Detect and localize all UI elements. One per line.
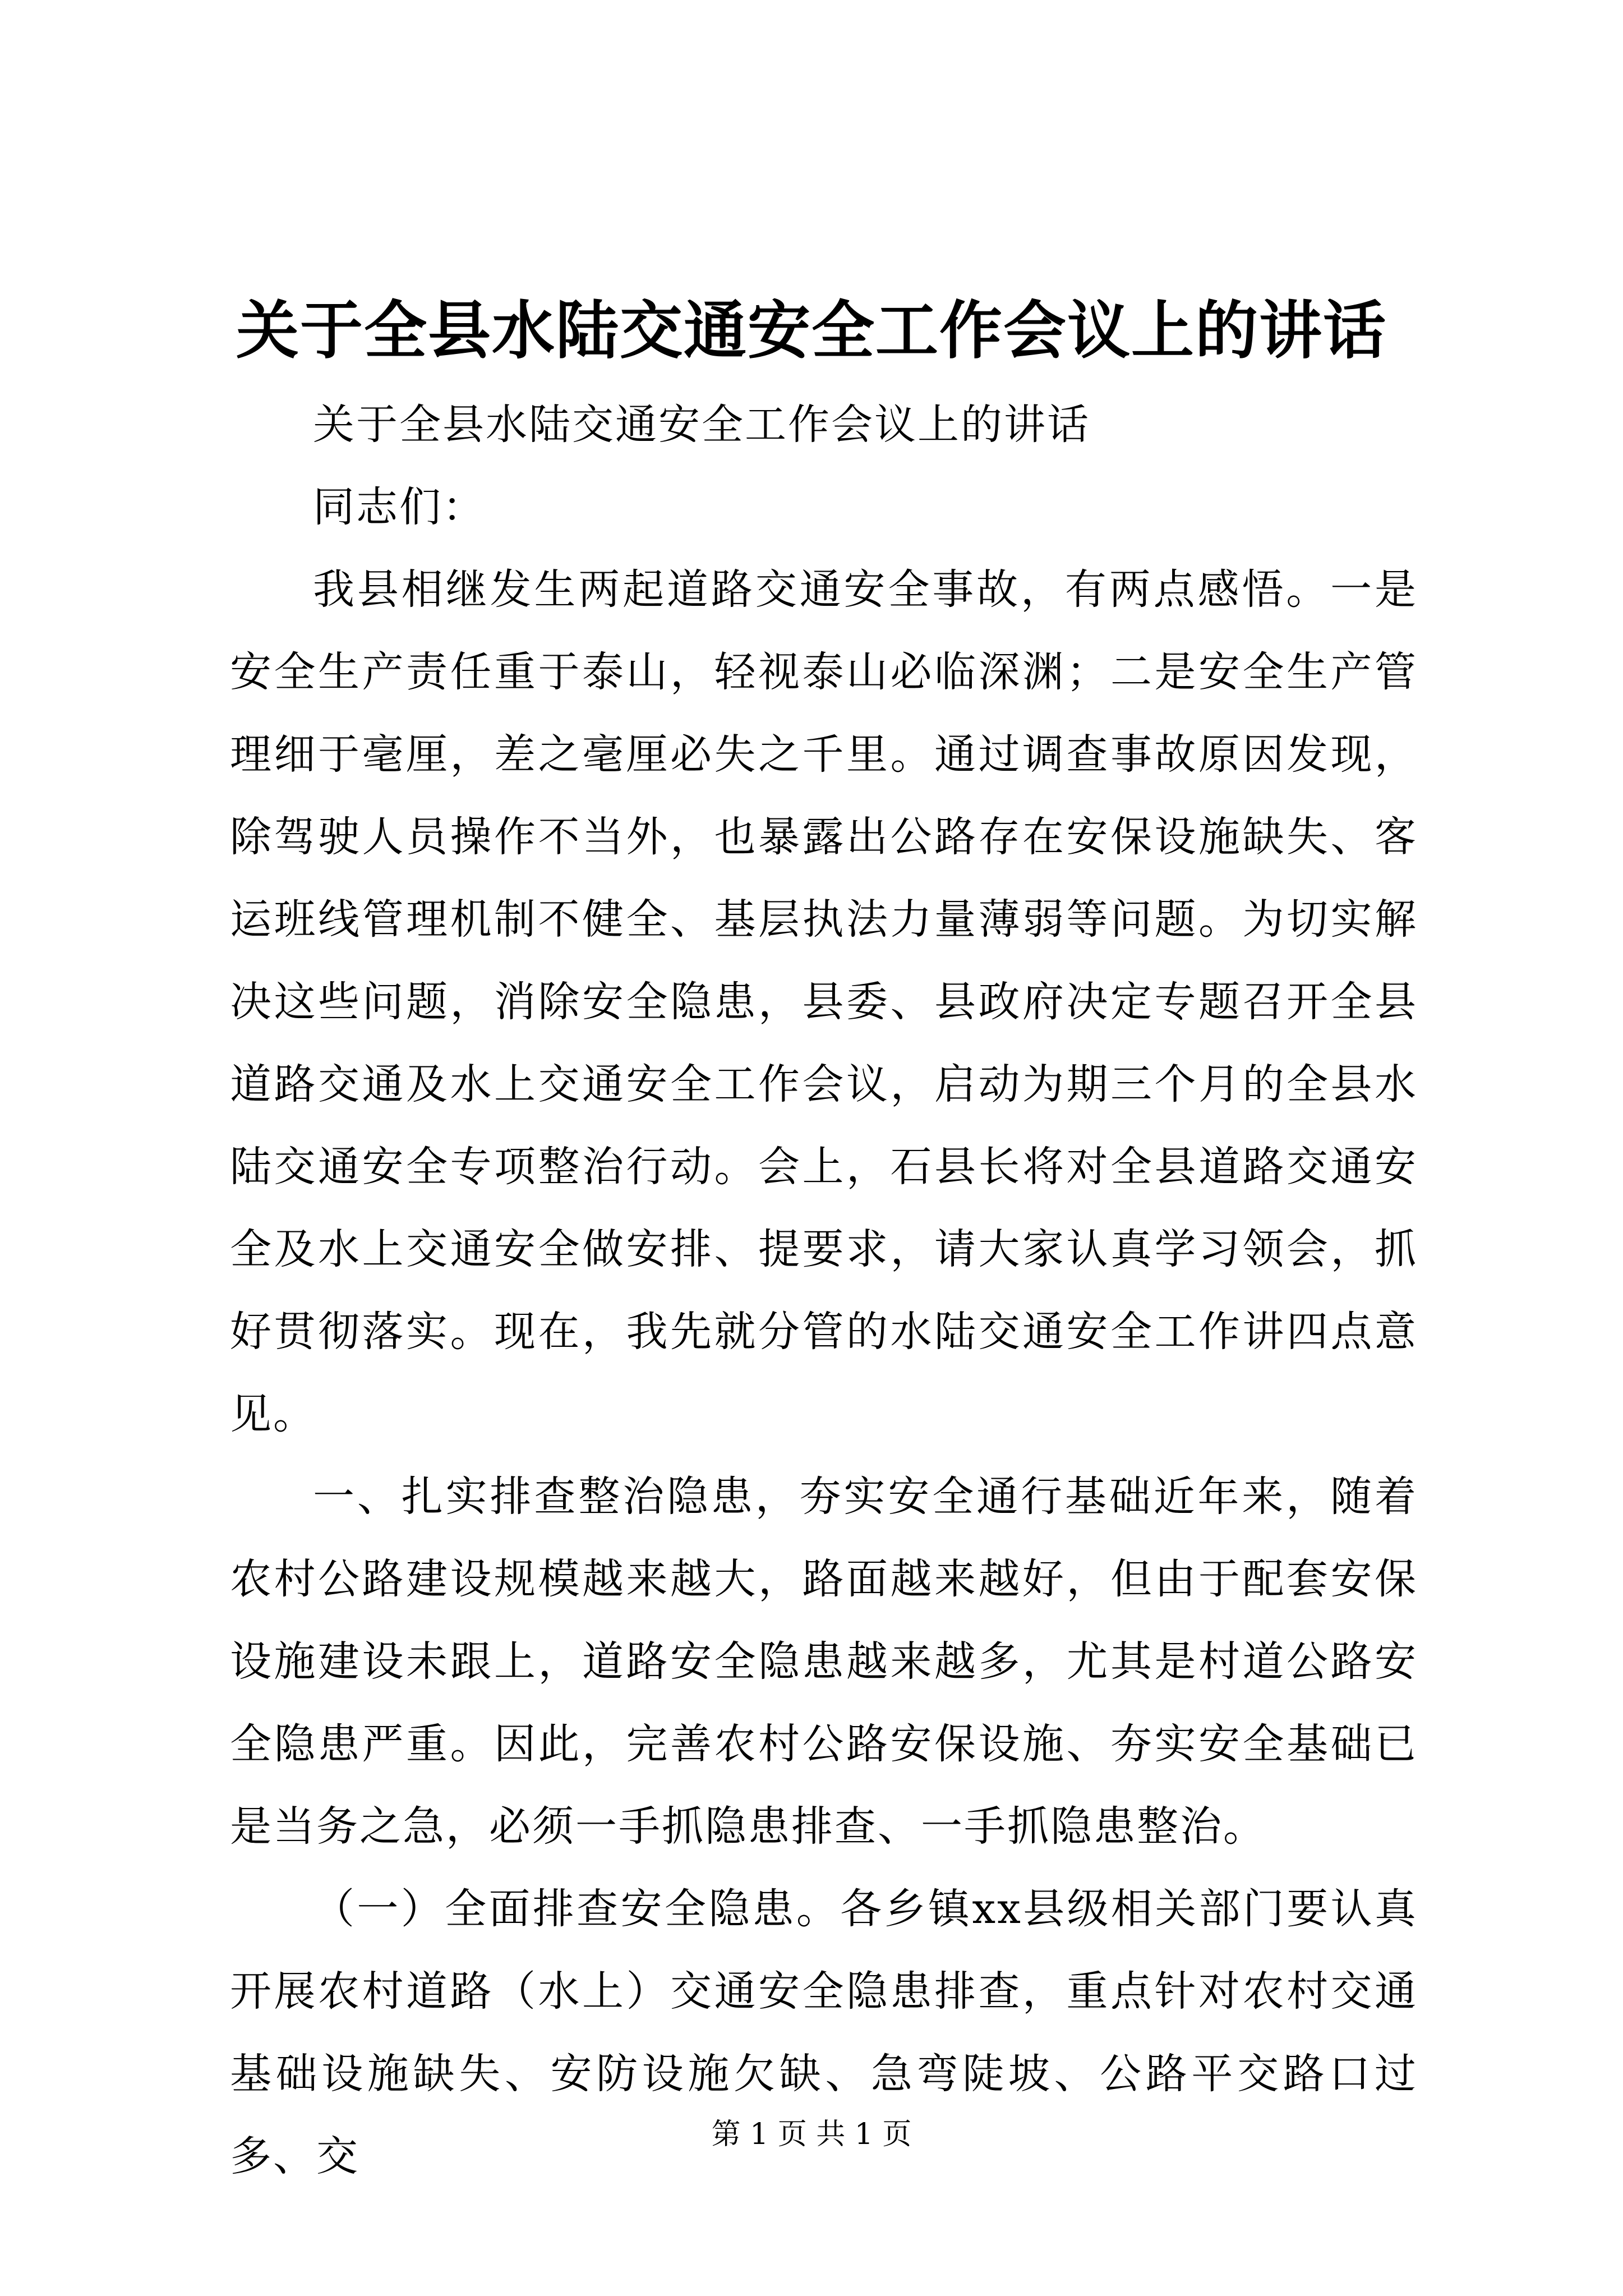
subtitle-paragraph: 关于全县水陆交通安全工作会议上的讲话 — [313, 401, 1090, 449]
document-body — [230, 384, 1418, 2198]
body-paragraph: 一、扎实排查整治隐患，夯实安全通行基础近年来，随着农村公路建设规模越来越大，路面越来越好，但由于配套安保设施建设未跟上，道路安全隐患越来越多，尤其是村道公路安全隐患严重。因此，完善农村公路安保设施、夯实安全基础已是当务之急，必须一手抓隐患排查、一手抓隐患整治。 — [230, 1473, 1418, 1851]
page-number-footer: 第 1 页 共 1 页 — [711, 2118, 912, 2151]
body-paragraph: （一）全面排查安全隐患。各乡镇xx县级相关部门要认真开展农村道路（水上）交通安全隐患排查，重点针对农村交通基础设施缺失、安防设施欠缺、急弯陡坡、公路平交路口过多、交 — [230, 1885, 1418, 2180]
salutation-paragraph: 同志们： — [313, 483, 486, 531]
document-title: 关于全县水陆交通安全工作会议上的讲话 — [236, 294, 1387, 367]
body-paragraph: 我县相继发生两起道路交通安全事故，有两点感悟。一是安全生产责任重于泰山，轻视泰山必临深渊；二是安全生产管理细于毫厘，差之毫厘必失之千里。通过调查事故原因发现，除驾驶人员操作不当外，也暴露出公路存在安保设施缺失、客运班线管理机制不健全、基层执法力量薄弱等问题。为切实解决这些问题，消除安全隐患，县委、县政府决定专题召开全县道路交通及水上交通安全工作会议，启动为期三个月的全县水陆交通安全专项整治行动。会上，石县长将对全县道路交通安全及水上交通安全做安排、提要求，请大家认真学习领会，抓好贯彻落实。现在，我先就分管的水陆交通安全工作讲四点意见。 — [230, 565, 1418, 1438]
